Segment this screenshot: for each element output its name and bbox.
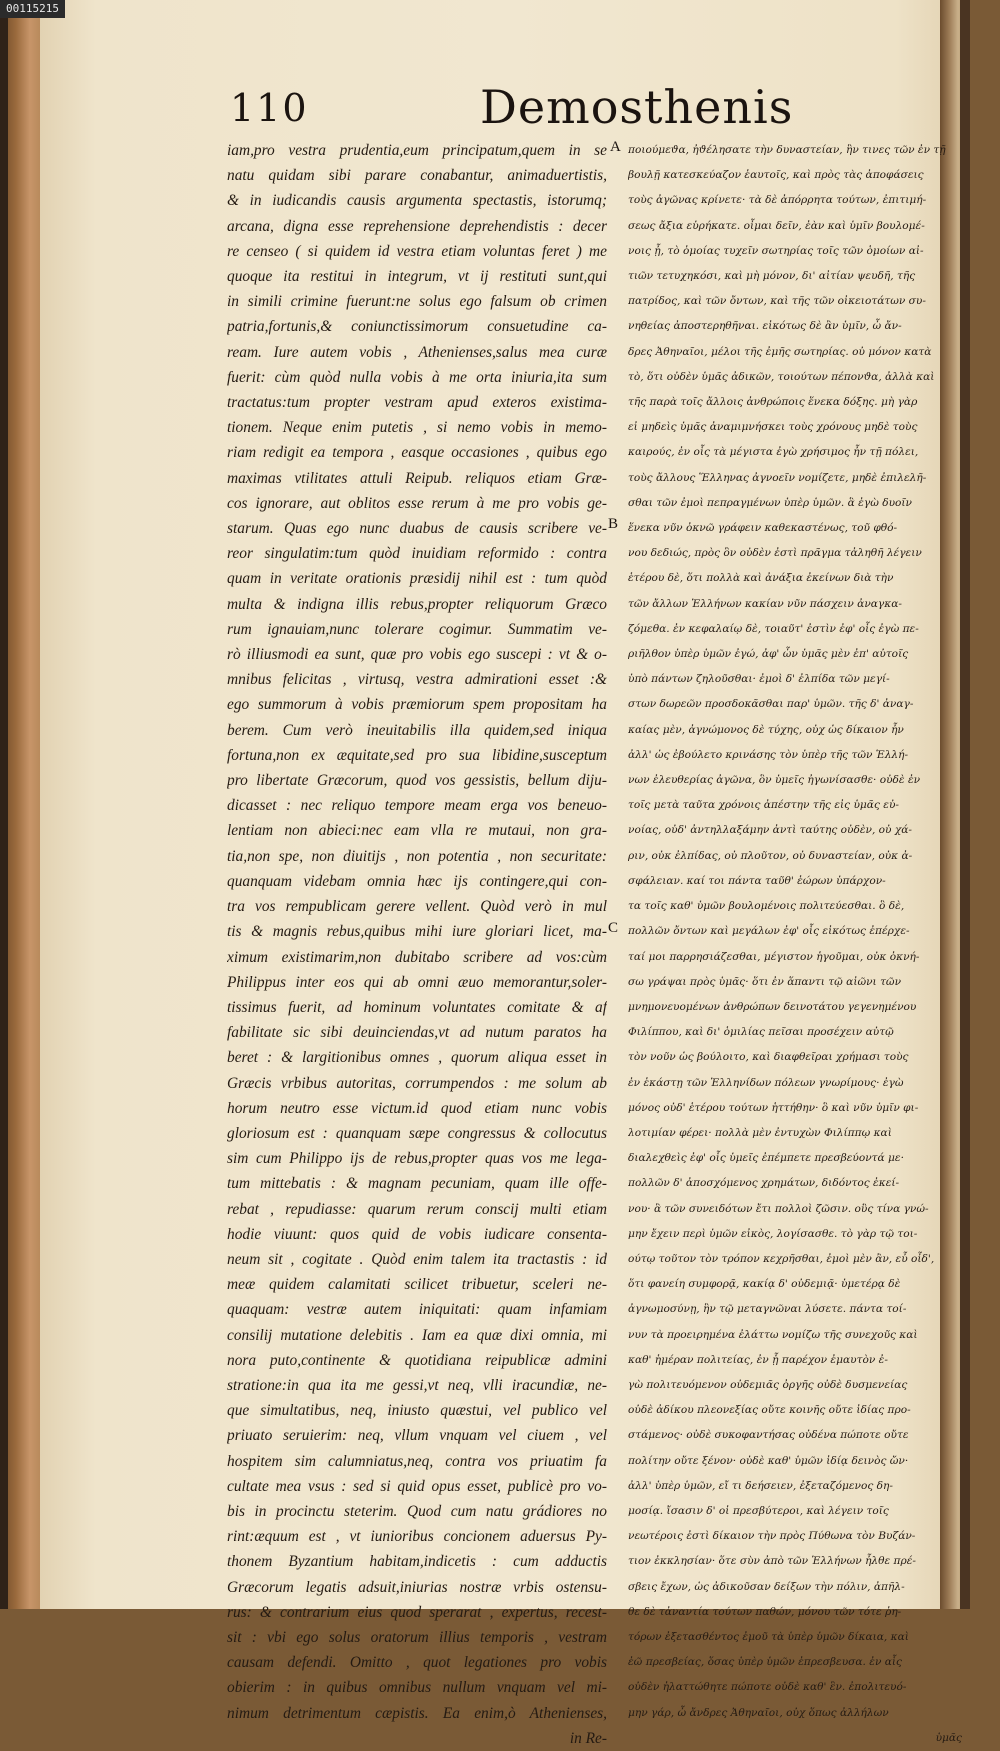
greek-text-line: μην γάρ, ὦ ἄνδρες Ἀθηναῖοι, οὐχ ὅπως ἀλλήλων	[628, 1706, 889, 1719]
greek-text-line: μνημονευομένων ἀνθρώπων δεινοτάτου γεγενημένου	[628, 1000, 917, 1013]
latin-text-line: bis in procinctu steterim. Quod cum natu grádiores no	[227, 1502, 607, 1520]
latin-text-line: dicasset : nec reliquo tempore meam erga vos beneuo-	[227, 797, 607, 815]
greek-text-line: οὐδὲν ἠλαττώθητε πώποτε οὐδὲ καθ' ἓν. ἐπολιτευό-	[628, 1681, 907, 1694]
margin-letter-b: B	[608, 516, 619, 532]
latin-text-line: Philippus inter eos qui ab omni æuo memorantur,soler-	[227, 973, 607, 991]
latin-text-line: riam redigit ea tempora , easque occasiones , quibus ego	[227, 444, 607, 462]
spine-shadow	[0, 0, 8, 1609]
margin-letter-c: C	[608, 920, 619, 936]
greek-text-line: ριν, οὐκ ἐλπίδας, οὐ πλοῦτον, οὐ δυναστείαν, οὐκ ἀ-	[628, 849, 913, 862]
latin-text-line: cos ignorare, aut oblitos esse rerum à me pro vobis ge-	[227, 494, 607, 512]
greek-text-line: ἀλλ' ὑπὲρ ὑμῶν, εἴ τι δεήσειεν, ἐξεταζόμενος δη-	[628, 1479, 893, 1492]
greek-text-line: σβεις ἔχων, ὡς ἀδικοῦσαν δείξων τὴν πόλιν, ἀπῆλ-	[628, 1580, 905, 1593]
greek-text-line: ποιούμεϑα, ἠϑέλησατε τὴν δυναστείαν, ἣν τινες τῶν ἐν τῇ	[628, 144, 946, 156]
latin-text-line: sit : vbi ego solus oratorum illius temporis , vestram	[227, 1628, 607, 1646]
greek-text-line: καίας μὲν, ἀγνώμονος δὲ τύχης, οὐχ ὡς δίκαιον ἦν	[628, 723, 904, 736]
latin-text-line: obierim : in quibus omnibus nullum vnquam vel mi-	[227, 1679, 607, 1697]
greek-text-line: θε δὲ τἀναντία τούτων παθών, μόνου τῶν τότε ῥη-	[628, 1605, 902, 1618]
greek-text-line: τὸν νοῦν ὡς βούλοιτο, καὶ διαφθεῖραι χρήμασι τοὺς	[628, 1051, 909, 1064]
greek-text-line: νοις ᾖ, τὸ ὁμοίας τυχεῖν σωτηρίας τοῖς τῶν ὁμοίων αἰ-	[628, 244, 924, 257]
latin-text-line: tum mittebatis : & magnam pecuniam, quam ille offe-	[227, 1175, 607, 1193]
latin-text-line: beret : & largitionibus omnes , quorum aliqua esset in	[227, 1049, 607, 1067]
latin-text-line: que simultatibus, neq, iniusto quæstui, vel publico vel	[227, 1402, 607, 1420]
greek-text-line: ταί μοι παρρησιάζεσθαι, μέγιστον ἡγοῦμαι, οὐκ ὀκνή-	[628, 950, 920, 963]
latin-text-line: stratione:in qua ita me gessi,vt neq, vlli iracundiæ, ne-	[227, 1376, 607, 1394]
latin-text-line: berem. Cum verò ineuitabilis illa quidem,sed iniqua	[227, 721, 607, 739]
catalog-id-label: 00115215	[0, 0, 65, 18]
latin-text-line: pro libertate Græcorum, quod vos gessistis, bellum diju-	[227, 772, 607, 790]
latin-text-line: natu quidam sibi parare conabantur, animaduertistis,	[227, 167, 607, 185]
greek-text-line: νων ἐλευθερίας ἀγῶνα, ὃν ὑμεῖς ἠγωνίσασθε· οὐδὲ ἐν	[628, 774, 921, 787]
greek-text-line: ούτῳ τοῦτον τὸν τρόπον κεχρῆσθαι, ἐμοὶ μὲν ἂν, εὖ οἶδ',	[628, 1252, 935, 1265]
margin-letter-a: A	[610, 139, 621, 155]
latin-text-line: rum ignauiam,nunc tolerare cogimur. Summatim ve-	[227, 620, 607, 638]
greek-text-line: σω γράψαι πρὸς ὑμᾶς· ὅτι ἐν ἅπαντι τῷ αἰῶνι τῶν	[628, 975, 902, 988]
greek-text-line: στάμενος· οὐδὲ συκοφαντήσας οὐδένα πώποτε οὔτε	[628, 1429, 909, 1442]
latin-text-line: maximas vtilitates attuli Reipub. reliquos etiam Græ-	[227, 469, 607, 487]
greek-text-line: νυν τὰ προειρημένα ἐλάττω νομίζω τῆς συνεχοῦς καὶ	[628, 1328, 918, 1341]
latin-text-line: sim cum Philippo ijs de rebus,propter quas vos me lega-	[227, 1150, 607, 1168]
greek-text-line: στων δωρεῶν προσδοκᾶσθαι παρ' ὑμῶν. τῆς δ' ἀναγ-	[628, 698, 914, 711]
greek-text-line: ἐν ἑκάστῃ τῶν Ἑλληνίδων πόλεων γνωρίμους· ἐγὼ	[628, 1076, 904, 1089]
greek-text-line: σεως ἄξια εὑρήκατε. οἶμαι δεῖν, ἐὰν καὶ ὑμῖν βουλομέ-	[628, 219, 925, 232]
greek-text-line: Φιλίππου, καὶ δι' ὁμιλίας πεῖσαι προσέχειν αὐτῷ	[628, 1026, 894, 1039]
greek-text-line: τιῶν τετυχηκόσι, καὶ μὴ μόνον, δι' αἰτίαν ψευδῆ, τῆς	[628, 270, 916, 283]
greek-text-column	[628, 138, 962, 1751]
latin-text-line: fortuna,non ex æquitate,sed pro sua libidine,susceptum	[227, 746, 607, 764]
running-title: Demosthenis	[480, 80, 794, 134]
latin-text-line: mnibus felicitas , virtusq, vestra admirationi esset :&	[227, 671, 607, 689]
greek-text-line: καιρούς, ἐν οἷς τὰ μέγιστα ἐγὼ χρήσιμος ἦν τῇ πόλει,	[628, 446, 919, 459]
latin-text-line: reor singulatim:tum quòd inuidiam reformido : contra	[227, 545, 607, 563]
latin-text-line: tis & magnis rebus,quibus mihi iure gloriari licet, ma-	[227, 923, 607, 941]
latin-text-line: tia,non spe, non diuitijs , non potentia , non securitate:	[227, 847, 607, 865]
greek-text-line: οὐδὲ ἀδίκου πλεονεξίας οὔτε κοινῆς οὔτε ἰδίας προ-	[628, 1404, 911, 1417]
greek-text-line: νοίας, οὐδ' ἀντηλλαξάμην ἀντὶ ταύτης οὐδὲν, οὐ χά-	[628, 824, 913, 837]
greek-text-line: ὅτι φανείη συμφορᾷ, κακίᾳ δ' οὐδεμιᾷ· ὑμετέρᾳ δὲ	[628, 1278, 901, 1291]
greek-text-line: καθ' ἡμέραν πολιτείας, ἐν ᾗ παρέχον ἐμαυτὸν ἐ-	[628, 1353, 888, 1366]
greek-text-line: πατρίδος, καὶ τῶν ὄντων, καὶ τῆς τῶν οἰκειοτάτων συ-	[628, 295, 926, 308]
latin-text-line: rebat , repudiasse: quarum rerum conscij multi etiam	[227, 1200, 607, 1218]
greek-text-line: πολλῶν ὄντων καὶ μεγάλων ἐφ' οἷς εἰκότως ἐπέρχε-	[628, 925, 910, 938]
latin-text-line: fuerit: cùm quòd nulla vobis à me orta iniuria,ita sum	[227, 368, 607, 386]
latin-text-line: tionem. Neque enim putetis , si nemo vobis in memo-	[227, 419, 607, 437]
greek-text-line: τῶν ἄλλων Ἑλλήνων κακίαν νῦν πάσχειν ἀναγκα-	[628, 597, 902, 610]
latin-text-line: fabilitate sic sibi deuinciendas,vt ad nutum paratos ha	[227, 1024, 607, 1042]
greek-text-line: λοτιμίαν φέρει· πολλὰ μὲν ἐντυχὼν Φιλίππῳ καὶ	[628, 1126, 892, 1139]
latin-text-line: starum. Quas ego nunc duabus de causis scribere ve-	[227, 520, 607, 538]
greek-text-line: ζόμεθα. ἐν κεφαλαίῳ δὲ, τοιαῦτ' ἐστὶν ἐφ' οἷς ἐγὼ πε-	[628, 622, 919, 635]
latin-text-line: rus: & contrarium eius quod sperarat , expertus, recest-	[227, 1603, 607, 1621]
latin-text-line: ream. Iure autem vobis , Athenienses,salus mea curæ	[227, 343, 607, 361]
latin-text-line: ximum existimarim,non dubitabo scribere ad vos:cùm	[227, 948, 607, 966]
latin-text-line: in simili crimine fuerunt:ne solus ego falsum ob crimen	[227, 293, 607, 311]
latin-text-line: neum sit , cogitate . Quòd enim talem ita tractastis : id	[227, 1250, 607, 1268]
latin-text-line: consilij mutatione delebitis . Iam ea quæ dixi omnia, mi	[227, 1326, 607, 1344]
greek-text-line: τὸ, ὅτι οὐδὲν ὑμᾶς ἀδικῶν, τοιούτων πέπονϑα, ἀλλὰ καὶ	[628, 370, 935, 383]
latin-text-line: nora puto,continente & quotidiana reipublicæ admini	[227, 1351, 607, 1369]
latin-text-line: in Re-	[569, 1729, 607, 1747]
greek-text-line: γὼ πολιτευόμενον οὐδεμιᾶς ὀργῆς οὐδὲ δυσμενείας	[628, 1378, 908, 1391]
greek-text-line: τα τοῖς καθ' ὑμῶν βουλομένοις πολιτεύεσθαι. ὃ δὲ,	[628, 900, 905, 913]
latin-text-line: quaquam: vestræ autem iniquitati: quam infamiam	[227, 1301, 607, 1319]
greek-text-line: ὑπὸ πάντων ζηλοῦσθαι· ἐμοὶ δ' ἐλπίδα τῶν μεγί-	[628, 673, 890, 686]
latin-text-line: quoque ita restitui in integrum, vt ij restituti sunt,qui	[227, 268, 607, 286]
greek-text-line: ἕνεκα νῦν ὀκνῶ γράφειν καθεκαστένως, τοῦ φθό-	[628, 522, 898, 535]
latin-text-line: quam in veritate orationis præsidij nihil est : tum quòd	[227, 570, 607, 588]
greek-text-line: μόνος οὐδ' ἑτέρου τούτων ἡττήθην· ὃ καὶ νῦν ὑμῖν φι-	[628, 1101, 919, 1114]
greek-text-line: τόρων ἐξετασθέντος ἐμοῦ τὰ ὑπὲρ ὑμῶν δίκαια, καὶ	[628, 1630, 909, 1643]
latin-text-line: rò illiusmodi ea sunt, quæ pro vobis ego suscepi : vt & o-	[227, 646, 607, 664]
latin-text-line: meæ quidem calamitati scilicet tribuetur, sceleri ne-	[227, 1276, 607, 1294]
latin-text-line: iam,pro vestra prudentia,eum principatum,quem in se	[227, 142, 607, 159]
latin-text-line: causam defendi. Omitto , quot legationes pro vobis	[227, 1654, 607, 1672]
greek-text-line: νεωτέροις ἐστὶ δίκαιον τὴν πρὸς Πύθωνα τὸν Βυζάν-	[628, 1530, 916, 1543]
greek-text-line: σθαι τῶν ἐμοὶ πεπραγμένων ὑπὲρ ὑμῶν. ἃ ἐγὼ δυοῖν	[628, 496, 912, 509]
greek-text-line: ὑμᾶς	[935, 1731, 962, 1744]
latin-text-line: lentiam non abieci:nec eam vlla re mutaui, non gra-	[227, 822, 607, 840]
latin-text-line: patria,fortunis,& coniunctissimorum consuetudine ca-	[227, 318, 607, 336]
greek-text-line: δρες Ἀθηναῖοι, μέλοι τῆς ἐμῆς σωτηρίας. οὐ μόνον κατὰ	[628, 345, 932, 358]
greek-text-line: πολλῶν δ' ἀποσχόμενος χρημάτων, διδόντος ἐκεί-	[628, 1177, 900, 1190]
greek-text-line: εἰ μηδεὶς ὑμᾶς ἀναμιμνήσκει τοὺς χρόνους μηδὲ τοὺς	[628, 421, 918, 434]
greek-text-line: βουλῇ κατεσκεύαζον ἑαυτοῖς, καὶ πρὸς τὰς ἀποφάσεις	[628, 169, 924, 182]
greek-text-line: τοὺς ἄλλους Ἕλληνας ἀγνοεῖν νομίζετε, μηδὲ ἐπιλελῆ-	[628, 471, 927, 484]
latin-text-line: arcana, digna esse reprehensione deprehendistis : decer	[227, 217, 607, 235]
greek-text-line: νου δεδιώς, πρὸς ὃν οὐδὲν ἐστὶ πρᾶγμα τἀληθῆ λέγειν	[628, 547, 922, 560]
greek-text-line: νηθείας ἀποστερηθῆναι. εἰκότως δὲ ἂν ὑμῖν, ὦ ἄν-	[628, 320, 902, 333]
latin-text-line: quanquam videbam omnia hæc ijs contingere,qui con-	[227, 872, 607, 890]
greek-text-line: ἑτέρου δὲ, ὅτι πολλὰ καὶ ἀνάξια ἐκείνων διὰ τὴν	[628, 572, 894, 585]
greek-text-line: ἐῶ πρεσβείας, ὅσας ὑπὲρ ὑμῶν ἐπρεσβευσα. ἐν αἷς	[628, 1656, 902, 1669]
page-number: 110	[230, 86, 309, 130]
greek-text-line: τῆς παρὰ τοῖς ἄλλοις ἀνθρώποις ἕνεκα δόξης. μὴ γὰρ	[628, 396, 918, 409]
greek-text-line: μην ἔχειν περὶ ὑμῶν εἰκὸς, λογίσασθε. τὸ γὰρ τῷ τοι-	[628, 1227, 918, 1240]
latin-text-line: Græcorum legatis adsuit,iniurias nostræ vrbis ostensu-	[227, 1578, 607, 1596]
greek-text-line: πολίτην οὔτε ξένον· οὐδὲ καθ' ὑμῶν ἰδίᾳ δεινὸς ὤν·	[628, 1454, 909, 1467]
greek-text-line: μοσίᾳ. ἴσασιν δ' οἱ πρεσβύτεροι, καὶ λέγειν τοῖς	[628, 1504, 889, 1517]
greek-text-line: τοῖς μετὰ ταῦτα χρόνοις ἀπέστην τῆς εἰς ὑμᾶς εὐ-	[628, 799, 899, 812]
latin-text-line: rint:æquum est , vt iunioribus concionem aduersus Py-	[227, 1528, 607, 1546]
latin-text-line: gloriosum est : quanquam sæpe congressus & collocutus	[227, 1124, 607, 1142]
greek-text-line: διαλεχθεὶς ἐφ' οἷς ὑμεῖς ἐπέμπετε πρεσβεύοντά με·	[628, 1152, 904, 1165]
latin-text-line: hodie viuunt: quos quid de vobis iudicare consenta-	[227, 1225, 607, 1243]
latin-text-line: thonem Byzantium habitam,indicetis : cum adductis	[227, 1553, 607, 1571]
latin-text-line: & in iudicandis causis argumenta spectastis, istorumq;	[227, 192, 607, 210]
latin-text-column	[227, 138, 607, 1751]
latin-text-line: tissimus fuerit, ad hominum voluntates comitate & af	[227, 998, 607, 1016]
latin-text-line: Græcis vrbibus autoritas, corrumpendos : me solum ab	[227, 1074, 607, 1092]
latin-text-line: re censeo ( si quidem id vestra etiam voluntas feret ) me	[227, 242, 607, 260]
latin-text-line: tractatus:tum propter vestram apud exteros existima-	[227, 394, 607, 412]
greek-text-line: σφάλειαν. καί τοι πάντα ταῦθ' ἑώρων ὑπάρχον-	[628, 874, 886, 887]
latin-text-line: ego summorum à vobis præmiorum spem propositam ha	[227, 696, 607, 714]
greek-text-line: τοὺς ἀγῶνας κρίνετε· τὰ δὲ ἀπόρρητα τούτων, ἐπιτιμή-	[628, 194, 927, 207]
latin-text-line: hospitem sim calumniatus,neq, contra vos priuatim fa	[227, 1452, 607, 1470]
latin-text-line: horum neutro esse victum.id quod etiam nunc vobis	[227, 1099, 607, 1117]
greek-text-line: νου· ἃ τῶν συνειδότων ἔτι πολλοὶ ζῶσιν. οὓς τίνα γνώ-	[628, 1202, 929, 1215]
greek-text-line: τιον ἐκκλησίαν· ὅτε σὺν ἀπὸ τῶν Ἑλλήνων ἦλθε πρέ-	[628, 1555, 917, 1568]
greek-text-line: ριῆλθον ὑπὲρ ὑμῶν ἐγώ, ἀφ' ὧν ὑμᾶς μὲν ἐπ' αὐτοῖς	[628, 648, 909, 661]
greek-text-line: ἀλλ' ὡς ἐβούλετο κρινάσης τὸν ὑπὲρ τῆς τῶν Ἑλλή-	[628, 748, 909, 761]
latin-text-line: nimum detrimentum cæpistis. Ea enim,ò Athenienses,	[227, 1704, 607, 1722]
latin-text-line: priuato seruierim: neq, vllum vnquam vel ciuem , vel	[227, 1427, 607, 1445]
greek-text-line: ἀγνωμοσύνῃ, ἣν τῷ μεταγνῶναι λύσετε. πάντα τοί-	[628, 1303, 907, 1316]
latin-text-line: tra vos rempublicam gerere vellent. Quòd verò in mul	[227, 898, 607, 916]
latin-text-line: multa & indigna illis rebus,propter reliquorum Græco	[227, 595, 607, 613]
latin-text-line: cultate mea vsus : sed si quid opus esset, publicè pro vo-	[227, 1477, 607, 1495]
